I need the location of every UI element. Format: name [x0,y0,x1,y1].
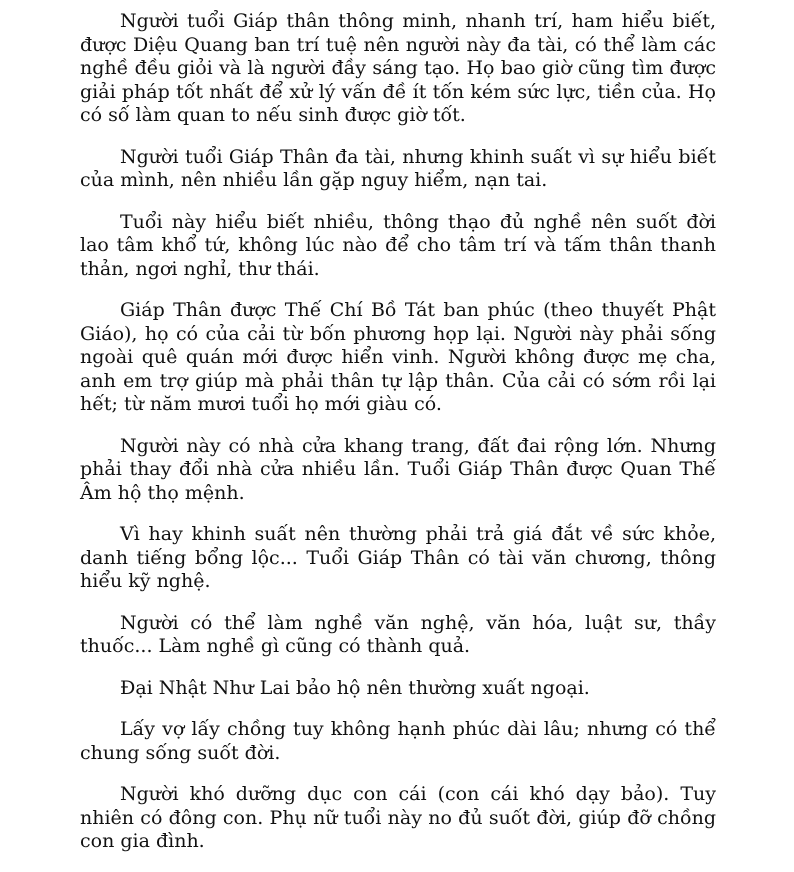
paragraph-1: Người tuổi Giáp thân thông minh, nhanh trí, ham hiểu biết, được Diệu Quang ban trí tuệ nên người này đa tài, có thể làm các nghề đều giỏi và là người đầy sáng tạo. Họ bao giờ cũng tìm được giải pháp tốt nhất để xử lý vấn đề ít tốn kém sức lực, tiền của. Họ có số làm quan to nếu sinh được giờ tốt. [80,10,716,126]
paragraph-4: Giáp Thân được Thế Chí Bồ Tát ban phúc (theo thuyết Phật Giáo), họ có của cải từ bốn phương họp lại. Người này phải sống ngoài quê quán mới được hiển vinh. Người không được mẹ cha, anh em trợ giúp mà phải thân tự lập thân. Của cải có sớm rồi lại hết; từ năm mươi tuổi họ mới giàu có. [80,299,716,415]
paragraph-7: Người có thể làm nghề văn nghệ, văn hóa, luật sư, thầy thuốc... Làm nghề gì cũng có thành quả. [80,611,716,657]
paragraph-6: Vì hay khinh suất nên thường phải trả giá đắt về sức khỏe, danh tiếng bổng lộc... Tuổi Giáp Thân có tài văn chương, thông hiểu kỹ nghệ. [80,523,716,592]
document-body [80,10,716,872]
paragraph-3: Tuổi này hiểu biết nhiều, thông thạo đủ nghề nên suốt đời lao tâm khổ tứ, không lúc nào để cho tâm trí và tấm thân thanh thản, ngơi nghỉ, thư thái. [80,210,716,280]
paragraph-2: Người tuổi Giáp Thân đa tài, nhưng khinh suất vì sự hiểu biết của mình, nên nhiều lần gặp nguy hiểm, nạn tai. [80,145,716,191]
paragraph-9: Lấy vợ lấy chồng tuy không hạnh phúc dài lâu; nhưng có thể chung sống suốt đời. [80,718,716,764]
paragraph-10: Người khó dưỡng dục con cái (con cái khó dạy bảo). Tuy nhiên có đông con. Phụ nữ tuổi này no đủ suốt đời, giúp đỡ chồng con gia đình. [80,783,716,852]
paragraph-5: Người này có nhà cửa khang trang, đất đai rộng lớn. Nhưng phải thay đổi nhà cửa nhiều lần. Tuổi Giáp Thân được Quan Thế Âm hộ thọ mệnh. [80,434,716,504]
paragraph-8: Đại Nhật Như Lai bảo hộ nên thường xuất ngoại. [120,676,590,699]
